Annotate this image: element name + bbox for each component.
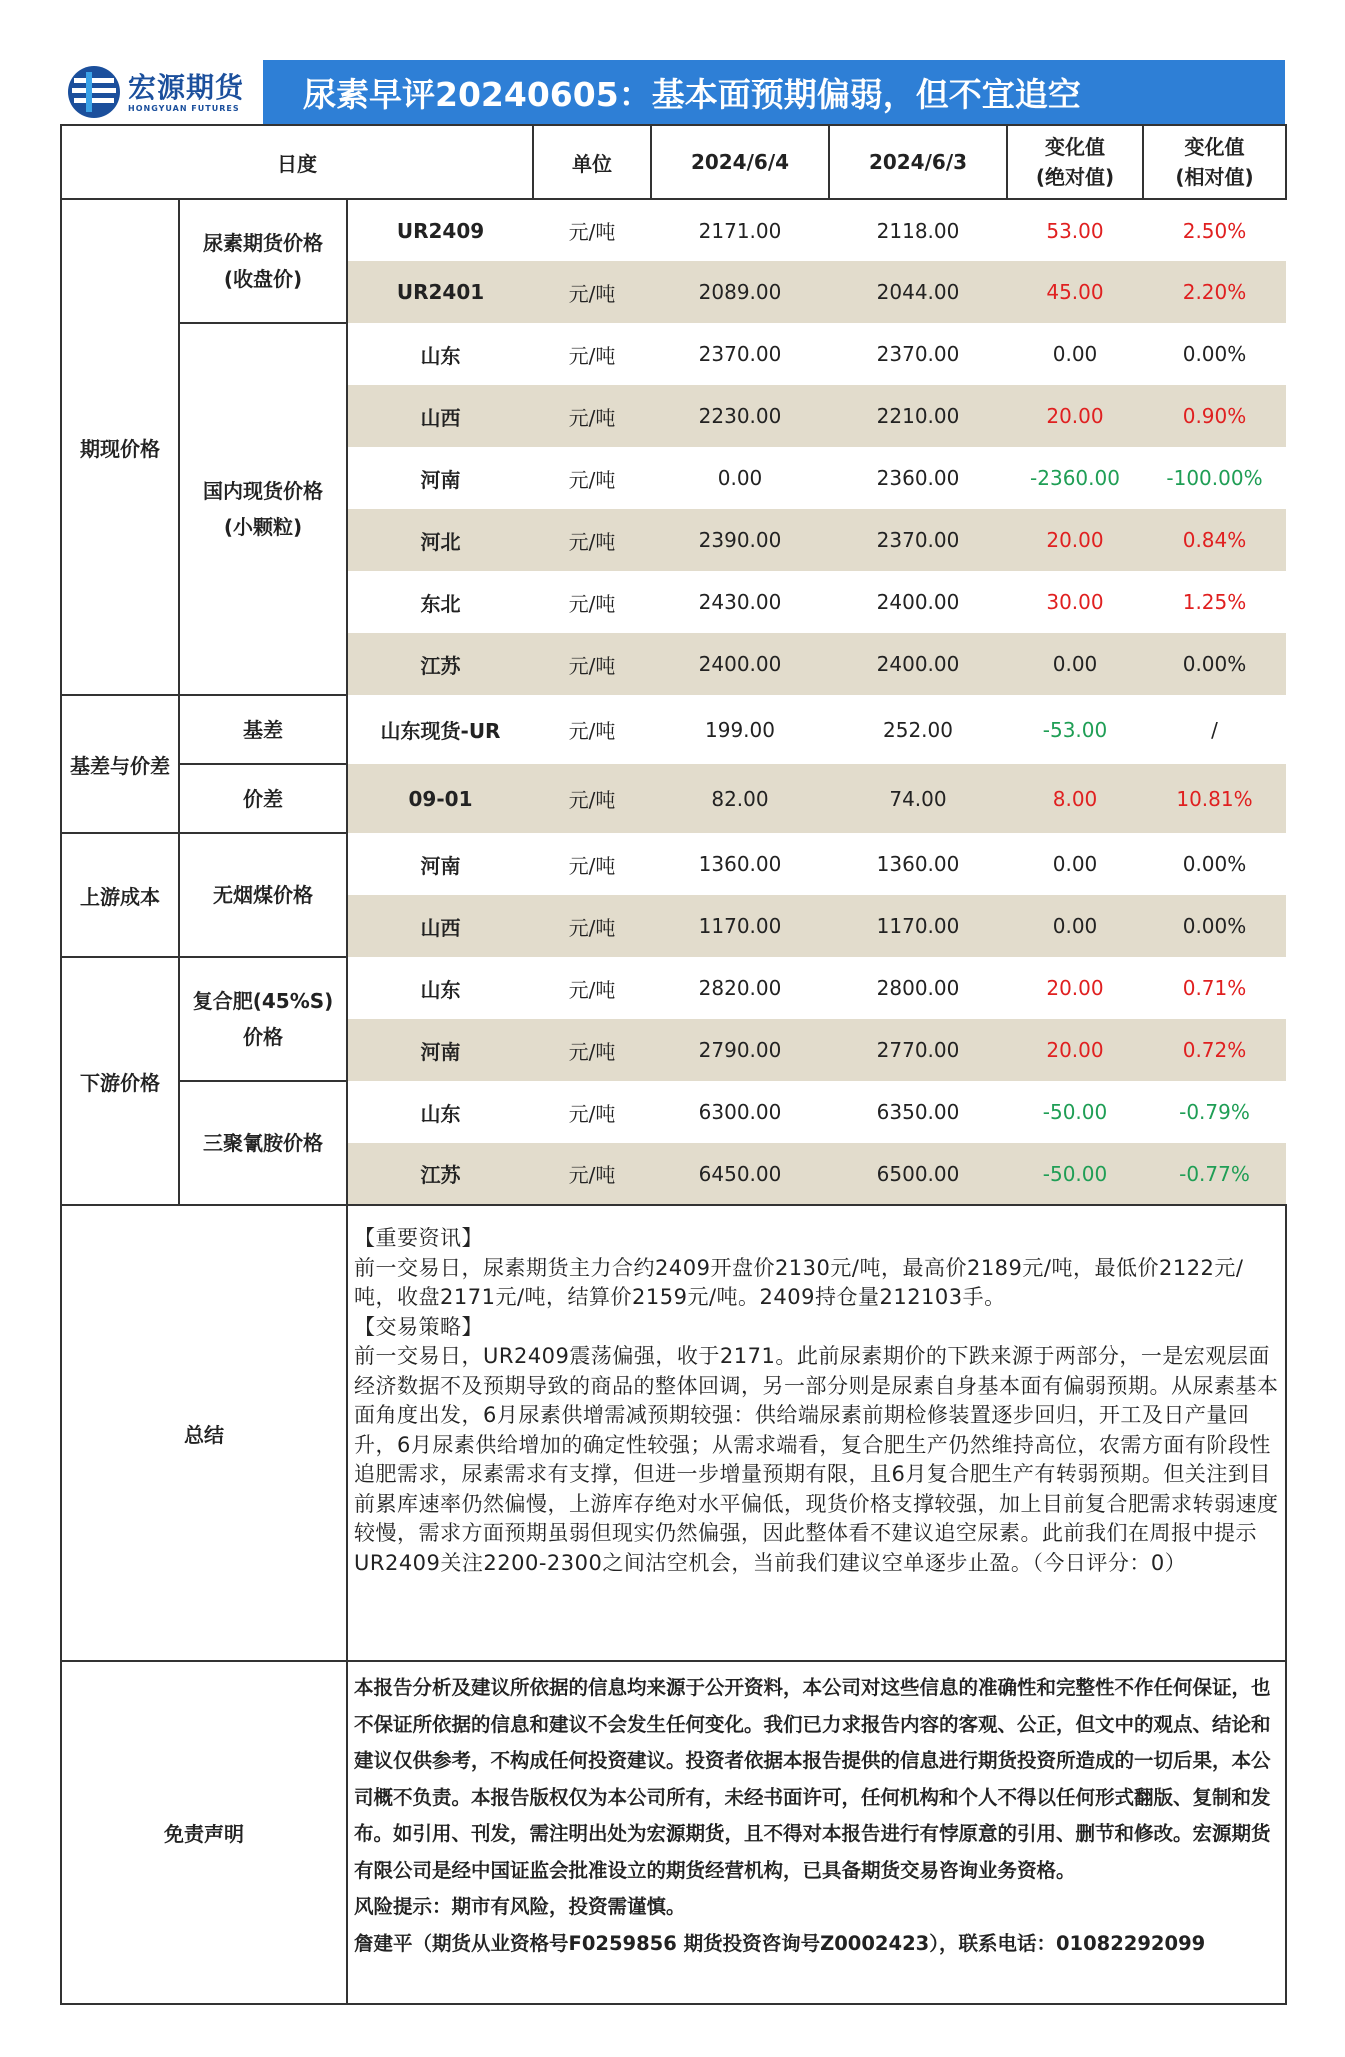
analyst-contact: 詹建平（期货从业资格号F0259856 期货投资咨询号Z0002423），联系电话：01082292099 — [354, 1931, 1206, 1955]
row-rel-change: 1.25% — [1182, 590, 1247, 614]
category-downstream: 下游价格 — [61, 957, 179, 1205]
row-value-1: 2230.00 — [651, 385, 829, 447]
row-item: 山西 — [347, 895, 533, 957]
row-unit: 元/吨 — [533, 1019, 651, 1081]
price-table — [60, 124, 1287, 2005]
header-date: 日度 — [61, 125, 533, 199]
row-unit: 元/吨 — [533, 261, 651, 323]
row-abs-change: 53.00 — [1046, 218, 1104, 243]
table-row — [61, 957, 1286, 1019]
category-upstream: 上游成本 — [61, 833, 179, 957]
row-abs-change: 0.00 — [1052, 342, 1098, 366]
row-value-1: 2089.00 — [651, 261, 829, 323]
row-value-1: 2400.00 — [651, 633, 829, 695]
row-value-1: 6300.00 — [698, 1100, 782, 1124]
subcategory-compound: 复合肥(45%S) 价格 — [179, 957, 347, 1081]
row-unit: 元/吨 — [568, 467, 616, 492]
row-rel-change: 0.84% — [1143, 509, 1286, 571]
logo-chinese-name: 宏源期货 — [128, 70, 245, 104]
row-abs-change: 0.00 — [1007, 633, 1143, 695]
row-rel-change: -0.79% — [1179, 1100, 1250, 1124]
row-value-2: 74.00 — [829, 764, 1007, 833]
row-value-2: 6500.00 — [829, 1143, 1007, 1205]
table-row — [61, 695, 1286, 764]
row-abs-change: 0.00 — [1007, 895, 1143, 957]
row-value-2: 1360.00 — [876, 852, 960, 876]
header-unit: 单位 — [533, 125, 651, 199]
logo-mark-icon — [66, 64, 122, 120]
row-value-1: 1360.00 — [698, 852, 782, 876]
row-abs-change: -50.00 — [1007, 1143, 1143, 1205]
row-value-2: 2370.00 — [829, 509, 1007, 571]
row-item: 河南 — [420, 853, 461, 878]
subcategory-melamine: 三聚氰胺价格 — [179, 1081, 347, 1205]
row-rel-change: 10.81% — [1143, 764, 1286, 833]
subcategory-futures: 尿素期货价格 (收盘价) — [179, 199, 347, 323]
row-item: 东北 — [420, 591, 461, 616]
summary-content — [347, 1205, 1286, 1661]
row-item: 山东 — [420, 1101, 461, 1126]
category-basis-spread: 基差与价差 — [61, 695, 179, 833]
row-value-2: 2044.00 — [829, 261, 1007, 323]
row-unit: 元/吨 — [568, 977, 616, 1002]
row-item: 山东 — [420, 977, 461, 1002]
table-header-row — [61, 125, 1286, 199]
row-unit: 元/吨 — [533, 895, 651, 957]
row-abs-change: 8.00 — [1007, 764, 1143, 833]
disclaimer-content — [347, 1661, 1286, 2004]
summary-row — [61, 1205, 1286, 1661]
row-item: 山西 — [347, 385, 533, 447]
row-unit: 元/吨 — [533, 1143, 651, 1205]
row-rel-change: 0.90% — [1143, 385, 1286, 447]
report-title: 尿素早评20240605：基本面预期偏弱，但不宜追空 — [263, 60, 1285, 124]
row-rel-change: -0.77% — [1143, 1143, 1286, 1205]
news-heading: 【重要资讯】 — [354, 1226, 483, 1250]
row-item: 山东 — [420, 343, 461, 368]
row-value-2: 2800.00 — [876, 976, 960, 1000]
row-unit: 元/吨 — [568, 343, 616, 368]
disclaimer-text: 本报告分析及建议所依据的信息均来源于公开资料，本公司对这些信息的准确性和完整性不作任何保证，也不保证所依据的信息和建议不会发生任何变化。我们已力求报告内容的客观、公正，但文中的观点、结论和建议仅供参考，不构成任何投资建议。投资者依据本报告提供的信息进行期货投资所造成的一切后果，本公司概不负责。本报告版权仅为本公司所有，未经书面许可，任何机构和个人不得以任何形式翻版、复制和发布。如引用、刊发，需注明出处为宏源期货，且不得对本报告进行有悖原意的引用、删节和修改。宏源期货有限公司是经中国证监会批准设立的期货经营机构，已具备期货交易咨询业务资格。 — [354, 1676, 1271, 1882]
row-item: 江苏 — [347, 1143, 533, 1205]
table-row — [61, 764, 1286, 833]
row-abs-change: 20.00 — [1007, 1019, 1143, 1081]
row-value-1: 2370.00 — [698, 342, 782, 366]
risk-notice: 风险提示：期市有风险，投资需谨慎。 — [354, 1895, 686, 1918]
table-row — [61, 833, 1286, 895]
disclaimer-row — [61, 1661, 1286, 2004]
row-value-1: 82.00 — [651, 764, 829, 833]
header-date-2: 2024/6/3 — [829, 125, 1007, 199]
row-value-1: 2820.00 — [698, 976, 782, 1000]
row-abs-change: 20.00 — [1007, 509, 1143, 571]
row-unit: 元/吨 — [533, 509, 651, 571]
strategy-text: 前一交易日，UR2409震荡偏强，收于2171。此前尿素期价的下跌来源于两部分，一是宏观层面经济数据不及预期导致的商品的整体回调，另一部分则是尿素自身基本面有偏弱预期。从尿素基本面角度出发，6月尿素供增需减预期较强：供给端尿素前期检修装置逐步回归，开工及日产量回升，6月尿素供给增加的确定性较强；从需求端看，复合肥生产仍然维持高位，农需方面有阶段性追肥需求，尿素需求有支撑，但进一步增量预期有限，且6月复合肥生产有转弱预期。但关注到目前累库速率仍然偏慢，上游库存绝对水平偏低，现货价格支撑较强，加上目前复合肥需求转弱速度较慢，需求方面预期虽弱但现实仍然偏强，因此整体看不建议追空尿素。此前我们在周报中提示UR2409关注2200-2300之间沽空机会，当前我们建议空单逐步止盈。（今日评分：0） — [354, 1344, 1279, 1575]
row-value-1: 1170.00 — [651, 895, 829, 957]
row-item: 山东现货-UR — [380, 719, 501, 743]
row-value-1: 2390.00 — [651, 509, 829, 571]
row-value-1: 2171.00 — [698, 218, 782, 243]
row-unit: 元/吨 — [533, 633, 651, 695]
subcategory-coal: 无烟煤价格 — [179, 833, 347, 957]
row-item: 河南 — [347, 1019, 533, 1081]
category-spot-futures: 期现价格 — [61, 199, 179, 695]
row-rel-change: 0.72% — [1143, 1019, 1286, 1081]
row-value-2: 6350.00 — [876, 1100, 960, 1124]
subcategory-spread: 价差 — [179, 764, 347, 833]
header-rel-change: 变化值 (相对值) — [1143, 125, 1286, 199]
news-text: 前一交易日，尿素期货主力合约2409开盘价2130元/吨，最高价2189元/吨，最低价2122元/吨，收盘2171元/吨，结算价2159元/吨。2409持仓量212103手。 — [354, 1255, 1244, 1309]
row-value-1: 2430.00 — [698, 590, 782, 614]
row-item: UR2409 — [396, 218, 485, 243]
row-unit: 元/吨 — [533, 764, 651, 833]
row-abs-change: 20.00 — [1046, 976, 1104, 1000]
subcategory-spot: 国内现货价格 (小颗粒) — [179, 323, 347, 695]
row-value-2: 1170.00 — [829, 895, 1007, 957]
row-rel-change: 2.20% — [1143, 261, 1286, 323]
row-value-1: 199.00 — [705, 717, 775, 742]
row-item: 河北 — [347, 509, 533, 571]
table-row — [61, 323, 1286, 385]
row-rel-change: 0.00% — [1182, 342, 1247, 366]
row-rel-change: 0.71% — [1182, 976, 1247, 1000]
row-value-2: 2770.00 — [829, 1019, 1007, 1081]
row-value-2: 2370.00 — [876, 342, 960, 366]
row-item: UR2401 — [347, 261, 533, 323]
row-rel-change: / — [1211, 717, 1218, 742]
table-row — [61, 199, 1286, 261]
row-unit: 元/吨 — [568, 853, 616, 878]
row-abs-change: -2360.00 — [1030, 466, 1120, 490]
row-rel-change: 0.00% — [1143, 633, 1286, 695]
row-unit: 元/吨 — [568, 591, 616, 616]
row-abs-change: 45.00 — [1007, 261, 1143, 323]
row-value-1: 2790.00 — [651, 1019, 829, 1081]
header-abs-change: 变化值 (绝对值) — [1007, 125, 1143, 199]
row-value-2: 252.00 — [883, 717, 953, 742]
row-item: 江苏 — [347, 633, 533, 695]
row-unit: 元/吨 — [533, 385, 651, 447]
row-abs-change: 30.00 — [1046, 590, 1104, 614]
row-value-2: 2360.00 — [876, 466, 960, 490]
row-unit: 元/吨 — [568, 719, 616, 743]
row-abs-change: -53.00 — [1042, 717, 1108, 742]
row-value-2: 2400.00 — [829, 633, 1007, 695]
subcategory-basis: 基差 — [179, 695, 347, 764]
row-unit: 元/吨 — [568, 1101, 616, 1126]
row-rel-change: 2.50% — [1182, 218, 1247, 243]
row-item: 09-01 — [347, 764, 533, 833]
row-unit: 元/吨 — [568, 220, 616, 244]
row-abs-change: -50.00 — [1042, 1100, 1108, 1124]
table-row — [61, 1081, 1286, 1143]
strategy-heading: 【交易策略】 — [354, 1314, 483, 1339]
row-rel-change: 0.00% — [1182, 852, 1247, 876]
row-value-2: 2210.00 — [829, 385, 1007, 447]
summary-label: 总结 — [61, 1205, 347, 1661]
row-rel-change: 0.00% — [1143, 895, 1286, 957]
row-value-1: 0.00 — [717, 466, 763, 490]
header-date-1: 2024/6/4 — [651, 125, 829, 199]
disclaimer-label: 免责声明 — [61, 1661, 347, 2004]
logo-english-name: HONGYUAN FUTURES — [128, 103, 240, 113]
row-abs-change: 20.00 — [1007, 385, 1143, 447]
row-value-2: 2118.00 — [876, 218, 960, 243]
report-header — [60, 60, 1285, 124]
row-value-1: 6450.00 — [651, 1143, 829, 1205]
company-logo — [60, 60, 263, 124]
row-item: 河南 — [420, 467, 461, 492]
row-value-2: 2400.00 — [876, 590, 960, 614]
row-abs-change: 0.00 — [1052, 852, 1098, 876]
report-sheet — [60, 60, 1285, 2005]
row-rel-change: -100.00% — [1166, 466, 1263, 490]
